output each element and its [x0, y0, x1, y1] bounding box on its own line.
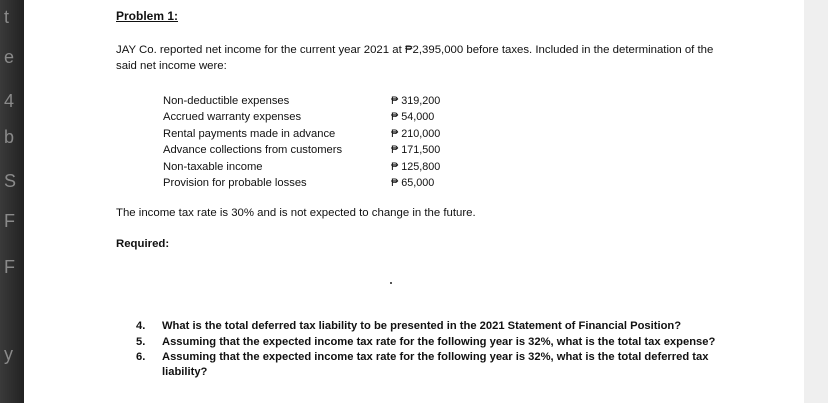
edge-glyph: 4 — [4, 91, 15, 111]
problem-title: Problem 1: — [116, 9, 179, 23]
edge-glyph: F — [4, 211, 15, 231]
edge-glyph: t — [4, 7, 10, 27]
edge-glyph: e — [4, 47, 15, 67]
item-label: Rental payments made in advance — [163, 127, 336, 140]
left-window-edge — [0, 0, 24, 403]
item-amount: ₱ 319,200 — [391, 95, 441, 107]
list-item — [163, 175, 463, 191]
edge-glyph: b — [4, 127, 15, 147]
item-amount: ₱ 65,000 — [391, 176, 435, 189]
item-amount: ₱ 125,800 — [391, 160, 441, 173]
item-amount: ₱ 171,500 — [391, 144, 441, 157]
item-label: Provision for probable losses — [163, 176, 307, 189]
list-item — [163, 109, 463, 125]
question-text: What is the total deferred tax liability to be presented in the 2021 Statement of Financial Position? — [162, 320, 682, 332]
stray-mark — [390, 282, 392, 284]
question-text: Assuming that the expected income tax rate for the following year is 32%, what is the total tax expense? — [162, 335, 716, 348]
question-number: 5. — [136, 335, 146, 348]
item-amount: ₱ 210,000 — [391, 127, 441, 140]
question-item — [136, 335, 736, 350]
right-window-edge — [804, 0, 828, 403]
item-label: Non-taxable income — [163, 160, 263, 173]
item-amount: ₱ 54,000 — [391, 111, 435, 124]
intro-paragraph: JAY Co. reported net income for the current year 2021 at ₱2,395,000 before taxes. Included in the determination of the said net income were: — [116, 44, 714, 72]
list-item — [163, 93, 463, 109]
question-number: 6. — [136, 351, 146, 363]
items-list — [163, 93, 463, 191]
edge-glyph: S — [4, 171, 17, 191]
questions-list — [136, 319, 736, 380]
item-label: Advance collections from customers — [163, 144, 343, 157]
question-item — [136, 350, 736, 379]
question-text: Assuming that the expected income tax rate for the following year is 32%, what is the total deferred tax liability? — [162, 351, 709, 378]
tax-rate-text: The income tax rate is 30% and is not expected to change in the future. — [116, 207, 476, 219]
edge-glyph: y — [4, 344, 13, 364]
list-item — [163, 142, 463, 158]
document-page — [24, 0, 804, 403]
question-item — [136, 319, 736, 334]
required-heading: Required: — [116, 238, 170, 250]
edge-glyph: F — [4, 257, 15, 277]
item-label: Non-deductible expenses — [163, 95, 290, 107]
item-label: Accrued warranty expenses — [163, 111, 302, 124]
list-item — [163, 159, 463, 175]
list-item — [163, 126, 463, 142]
question-number: 4. — [136, 320, 146, 332]
